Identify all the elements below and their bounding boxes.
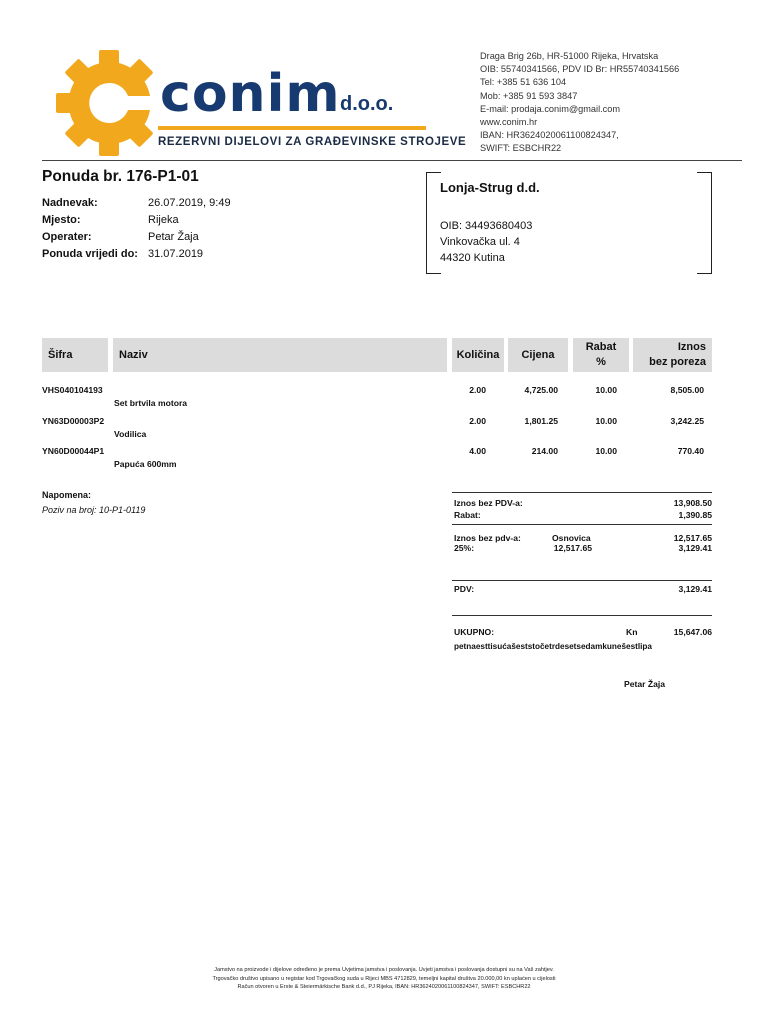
meta-date-label: Nadnevak: xyxy=(42,197,98,209)
row-price: 1,801.25 xyxy=(524,416,558,426)
meta-valid-value: 31.07.2019 xyxy=(148,248,204,260)
company-iban: IBAN: HR3624020061100824347, xyxy=(480,130,619,141)
row-name: Set brtvila motora xyxy=(114,398,188,408)
col-header-amount-l2: bez poreza xyxy=(649,356,706,368)
meta-date xyxy=(42,197,231,209)
row-code: YN60D00044P1 xyxy=(42,446,105,456)
meta-operator-value: Petar Žaja xyxy=(148,231,199,243)
brand-name: conim xyxy=(160,64,341,124)
row-name: Papuća 600mm xyxy=(114,459,177,469)
company-info xyxy=(480,50,679,156)
company-mob: Mob: +385 91 593 3847 xyxy=(480,90,578,101)
summary-currency: Kn xyxy=(626,627,638,637)
table-row xyxy=(0,385,768,415)
row-qty: 4.00 xyxy=(469,446,486,456)
meta-place-label: Mjesto: xyxy=(42,214,81,226)
row-amount: 3,242.25 xyxy=(670,416,704,426)
col-header-qty: Količina xyxy=(452,338,504,372)
company-oib: OIB: 55740341566, PDV ID Br: HR55740341566 xyxy=(480,64,680,75)
company-tel: Tel: +385 51 636 104 xyxy=(480,77,567,88)
row-qty: 2.00 xyxy=(469,385,486,395)
row-code: VHS040104193 xyxy=(42,385,103,395)
gear-logo-icon xyxy=(54,48,164,158)
row-price: 214.00 xyxy=(531,446,558,456)
client-bracket-left xyxy=(426,172,441,274)
brand-underline xyxy=(158,126,426,130)
summary-divider xyxy=(452,580,712,581)
client-city: 44320 Kutina xyxy=(440,252,505,264)
client-street: Vinkovačka ul. 4 xyxy=(440,236,520,248)
summary-pdv-label: PDV: xyxy=(454,584,475,594)
meta-operator xyxy=(42,231,199,243)
company-swift: SWIFT: ESBCHR22 xyxy=(480,143,562,154)
summary-total-words: petnaesttisućašeststočetrdesetsedamkunešestlipa xyxy=(454,642,652,651)
brand-tagline: REZERVNI DIJELOVI ZA GRAĐEVINSKE STROJEVE xyxy=(158,136,467,148)
meta-place-value: Rijeka xyxy=(148,214,179,226)
col-header-discount xyxy=(573,338,629,372)
summary-vat-base: 12,517.65 xyxy=(553,543,592,553)
summary-divider xyxy=(452,524,712,525)
summary-vat-rate: 25%: xyxy=(454,543,475,553)
meta-operator-label: Operater: xyxy=(42,231,92,243)
summary-pdv-value: 3,129.41 xyxy=(678,584,712,594)
table-row xyxy=(0,416,768,446)
row-amount: 8,505.00 xyxy=(670,385,704,395)
row-price: 4,725.00 xyxy=(524,385,558,395)
summary-total-label: UKUPNO: xyxy=(454,627,495,637)
summary-discount-value: 1,390.85 xyxy=(678,510,712,520)
row-discount: 10.00 xyxy=(595,385,617,395)
footer-line: Jamstvo na proizvode i dijelove određeno je prema Uvjetima jamstva i poslovanja. Uvjeti jamstva i poslovanja dostupni su na Vaš zahtjev. xyxy=(214,967,554,973)
summary-net-value: 13,908.50 xyxy=(673,498,712,508)
row-amount: 770.40 xyxy=(677,446,704,456)
row-discount: 10.00 xyxy=(595,446,617,456)
summary-discount-label: Rabat: xyxy=(454,510,481,520)
summary-base-label: Iznos bez pdv-a: xyxy=(454,533,521,543)
col-header-name: Naziv xyxy=(113,338,447,372)
company-email: E-mail: prodaja.conim@gmail.com xyxy=(480,103,621,114)
meta-valid-label: Ponuda vrijedi do: xyxy=(42,248,138,260)
company-web: www.conim.hr xyxy=(480,117,538,128)
row-qty: 2.00 xyxy=(469,416,486,426)
summary-total-value: 15,647.06 xyxy=(673,627,712,637)
row-name: Vodilica xyxy=(114,429,147,439)
summary-divider xyxy=(452,615,712,616)
summary-base-value: 12,517.65 xyxy=(673,533,712,543)
col-header-amount xyxy=(633,338,712,372)
client-name: Lonja-Strug d.d. xyxy=(440,180,540,195)
note-label: Napomena: xyxy=(42,490,92,500)
note-text: Poziv na broj: 10-P1-0119 xyxy=(42,505,146,515)
brand-suffix: d.o.o. xyxy=(340,93,394,115)
client-bracket-right xyxy=(697,172,712,274)
summary-base-col-label: Osnovica xyxy=(552,533,591,543)
client-oib: OIB: 34493680403 xyxy=(440,220,533,232)
row-discount: 10.00 xyxy=(595,416,617,426)
col-header-discount-l1: Rabat xyxy=(585,341,617,353)
col-header-discount-l2: % xyxy=(596,356,606,368)
signature-name: Petar Žaja xyxy=(624,679,666,689)
row-code: YN63D00003P2 xyxy=(42,416,105,426)
meta-valid xyxy=(42,248,203,260)
col-header-amount-l1: Iznos xyxy=(677,341,706,353)
offer-title: Ponuda br. 176-P1-01 xyxy=(42,168,199,185)
footer-legal xyxy=(90,966,678,992)
summary-divider xyxy=(452,492,712,493)
table-row xyxy=(0,446,768,476)
header-divider xyxy=(42,160,742,161)
footer-line: Račun otvoren u Erste & Steiermärkische Bank d.d., PJ Rijeka, IBAN: HR3624020061100824347, SWIFT: ESBCHR22 xyxy=(237,984,531,990)
footer-line: Trgovačko društvo upisano u registar kod Trgovačkog suda u Rijeci MBS 4712829, temeljni kapital društva 20.000,00 kn uplaćen u cijelosti xyxy=(212,975,556,982)
client-box xyxy=(426,172,712,274)
summary-vat-amount: 3,129.41 xyxy=(678,543,712,553)
col-header-code: Šifra xyxy=(42,338,108,372)
meta-place xyxy=(42,214,179,226)
summary-net-label: Iznos bez PDV-a: xyxy=(454,498,523,508)
company-address: Draga Brig 26b, HR-51000 Rijeka, Hrvatska xyxy=(480,51,659,61)
col-header-price: Cijena xyxy=(508,338,568,372)
meta-date-value: 26.07.2019, 9:49 xyxy=(148,197,231,209)
